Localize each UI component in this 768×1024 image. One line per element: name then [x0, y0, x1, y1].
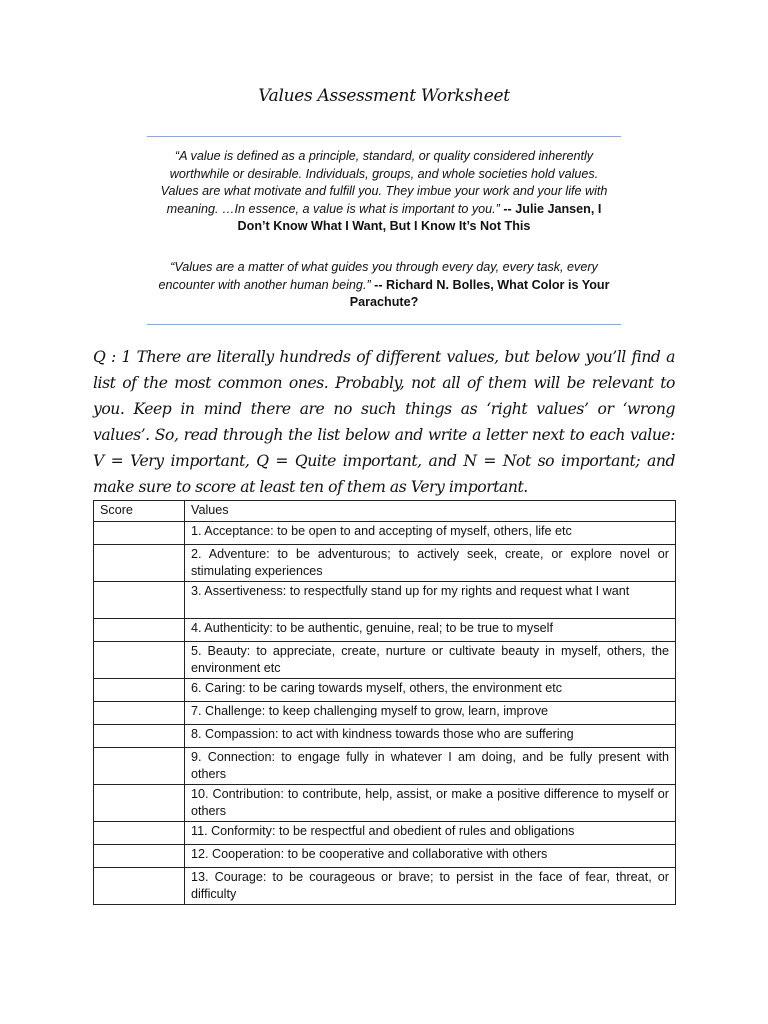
score-cell[interactable]: [94, 582, 185, 619]
score-cell[interactable]: [94, 785, 185, 822]
table-row: [94, 822, 676, 845]
quote-bolles-text: “Values are a matter of what guides you through every day, every task, every encounter with another human being.”: [158, 260, 598, 292]
quote-jansen: [150, 148, 618, 236]
values-column-header: Values: [185, 501, 676, 522]
score-cell[interactable]: [94, 545, 185, 582]
score-cell[interactable]: [94, 702, 185, 725]
value-cell: 5. Beauty: to appreciate, create, nurture or cultivate beauty in myself, others, the environment etc: [185, 642, 676, 679]
value-cell: 11. Conformity: to be respectful and obedient of rules and obligations: [185, 822, 676, 845]
score-cell[interactable]: [94, 725, 185, 748]
value-cell: 9. Connection: to engage fully in whatever I am doing, and be fully present with others: [185, 748, 676, 785]
score-cell[interactable]: [94, 522, 185, 545]
quote-bolles: [150, 259, 618, 312]
value-cell: 12. Cooperation: to be cooperative and collaborative with others: [185, 845, 676, 868]
value-cell: 3. Assertiveness: to respectfully stand up for my rights and request what I want: [185, 582, 676, 619]
score-column-header: Score: [94, 501, 185, 522]
table-row: [94, 845, 676, 868]
value-cell: 6. Caring: to be caring towards myself, others, the environment etc: [185, 679, 676, 702]
score-cell[interactable]: [94, 642, 185, 679]
value-cell: 1. Acceptance: to be open to and accepting of myself, others, life etc: [185, 522, 676, 545]
table-row: [94, 582, 676, 619]
value-cell: 7. Challenge: to keep challenging myself to grow, learn, improve: [185, 702, 676, 725]
quote-jansen-text: “A value is defined as a principle, standard, or quality considered inherently worthwhile or desirable. Individuals, groups, and whole societies hold values. Values are what motivate and fulfill you. They imbue your work and your life with meaning. …In essence, a value is what is important to you.”: [160, 149, 608, 216]
question-1-instructions: Q : 1 There are literally hundreds of different values, but below you’ll find a list of the most common ones. Probably, not all of them will be relevant to you. Keep in mind there are no such things as ‘right values’ or ‘wrong values’. So, read through the list below and write a letter next to each value: V = Very important, Q = Quite important, and N = Not so important; and make sure to score at least ten of them as Very important.: [93, 348, 675, 496]
quote-jansen-attribution: -- Julie Jansen, I Don’t Know What I Want, But I Know It’s Not This: [237, 201, 602, 234]
value-cell: 10. Contribution: to contribute, help, assist, or make a positive difference to myself or others: [185, 785, 676, 822]
page-title: Values Assessment Worksheet: [258, 86, 510, 106]
score-cell[interactable]: [94, 868, 185, 905]
score-cell[interactable]: [94, 619, 185, 642]
table-row: [94, 522, 676, 545]
quote-bolles-attribution: -- Richard N. Bolles, What Color is Your Parachute?: [349, 277, 610, 310]
values-table: [93, 500, 676, 905]
table-row: [94, 619, 676, 642]
table-row: [94, 679, 676, 702]
value-cell: 2. Adventure: to be adventurous; to actively seek, create, or explore novel or stimulating experiences: [185, 545, 676, 582]
bottom-divider: [147, 324, 621, 325]
table-row: [94, 868, 676, 905]
table-row: [94, 748, 676, 785]
table-row: [94, 545, 676, 582]
table-header-row: [94, 501, 676, 522]
table-row: [94, 642, 676, 679]
table-row: [94, 702, 676, 725]
value-cell: 4. Authenticity: to be authentic, genuine, real; to be true to myself: [185, 619, 676, 642]
score-cell[interactable]: [94, 748, 185, 785]
score-cell[interactable]: [94, 822, 185, 845]
table-row: [94, 785, 676, 822]
table-row: [94, 725, 676, 748]
value-cell: 8. Compassion: to act with kindness towards those who are suffering: [185, 725, 676, 748]
score-cell[interactable]: [94, 679, 185, 702]
value-cell: 13. Courage: to be courageous or brave; to persist in the face of fear, threat, or difficulty: [185, 868, 676, 905]
top-divider: [147, 136, 621, 137]
score-cell[interactable]: [94, 845, 185, 868]
